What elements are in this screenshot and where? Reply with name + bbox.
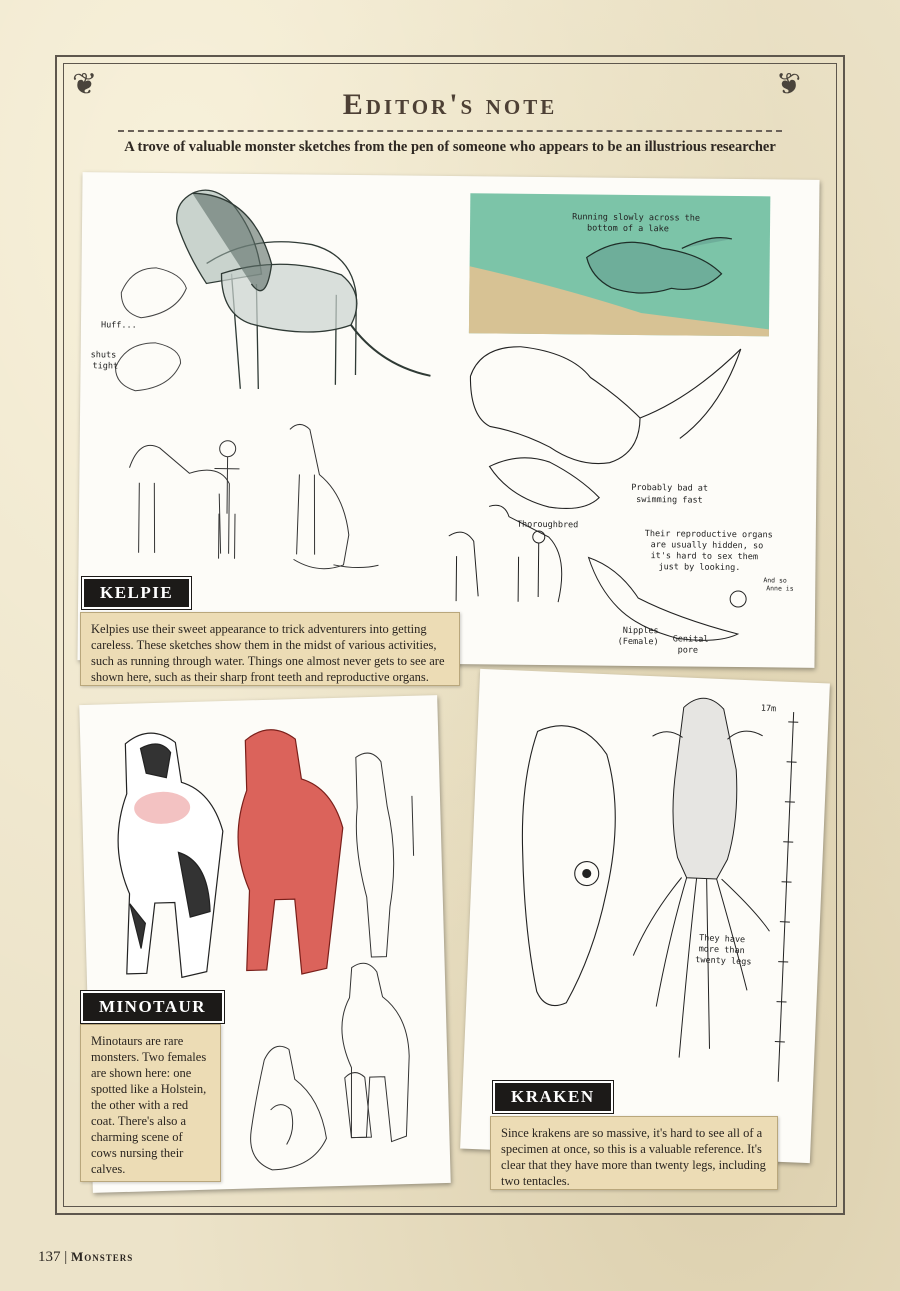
- note-thoroughbred: Thoroughbred: [516, 519, 579, 531]
- corner-flourish-icon: ❦: [776, 67, 802, 102]
- red-minotaur-drawing: [235, 728, 347, 976]
- note-huff: Huff...: [100, 320, 137, 331]
- kelpie-caption: Kelpies use their sweet appearance to trick adventurers into getting careless. These sketches show them in the midst of various activities, such as running through water. Things one almost never gets to see are shown here, such as their sharp front teeth and reproductive organs.: [80, 612, 460, 686]
- note-probably-2: swimming fast: [636, 494, 703, 506]
- kraken-head-drawing: [515, 724, 619, 1008]
- note-repro-3: it's hard to sex them: [650, 551, 759, 563]
- note-andso-1: And so: [763, 576, 787, 585]
- note-andso-2: Anne is: [766, 584, 794, 593]
- kraken-full-body-drawing: [629, 696, 779, 1061]
- note-repro-2: are usually hidden, so: [650, 540, 764, 552]
- title-divider: [118, 130, 782, 132]
- holstein-minotaur-drawing: [115, 731, 227, 979]
- kraken-label: KRAKEN: [493, 1081, 613, 1113]
- kraken-note-legs-3: twenty legs: [694, 955, 752, 968]
- kraken-scale-note: 17m: [760, 703, 777, 715]
- kraken-note-legs-1: They have: [698, 933, 746, 946]
- kelpie-horse-line-drawings: [128, 423, 379, 570]
- minotaur-label: MINOTAUR: [81, 991, 224, 1023]
- footer-separator: |: [64, 1249, 72, 1265]
- page-footer: [38, 1249, 133, 1266]
- kraken-caption: Since krakens are so massive, it's hard to see all of a specimen at once, so this is a valuable reference. It's clear that they have more than twenty legs, including two tentacles.: [490, 1116, 778, 1190]
- corner-flourish-icon: ❦: [72, 67, 98, 102]
- note-running-2: bottom of a lake: [586, 223, 669, 235]
- note-tight: tight: [92, 361, 119, 372]
- cow-nursing-drawing: [246, 962, 412, 1170]
- note-probably-1: Probably bad at: [631, 482, 709, 494]
- page-subtitle: A trove of valuable monster sketches from the pen of someone who appears to be an illustrious researcher: [124, 139, 776, 155]
- page-title: Editor's note: [342, 88, 558, 121]
- minotaur-side-drawing: [354, 752, 416, 957]
- kelpie-label: KELPIE: [82, 577, 191, 609]
- note-repro-4: just by looking.: [658, 562, 741, 574]
- note-genital-2: pore: [677, 645, 699, 656]
- kraken-note-legs-2: more than: [698, 944, 745, 957]
- kelpie-standing-drawing: [175, 190, 432, 391]
- note-running-1: Running slowly across the: [572, 212, 701, 224]
- note-shuts: shuts: [90, 350, 117, 361]
- note-genital-1: Genital: [672, 634, 709, 645]
- note-repro-1: Their reproductive organs: [644, 529, 773, 541]
- minotaur-caption: Minotaurs are rare monsters. Two females are shown here: one spotted like a Holstein, the other with a red coat. There's also a charming scene of cows nursing their calves.: [80, 1024, 221, 1182]
- note-nipples-2: (Female): [617, 636, 659, 648]
- section-name: Monsters: [71, 1249, 134, 1264]
- note-nipples-1: Nipples: [622, 625, 659, 637]
- page-number: 137: [38, 1249, 61, 1265]
- kraken-scale-ruler: [773, 712, 798, 1082]
